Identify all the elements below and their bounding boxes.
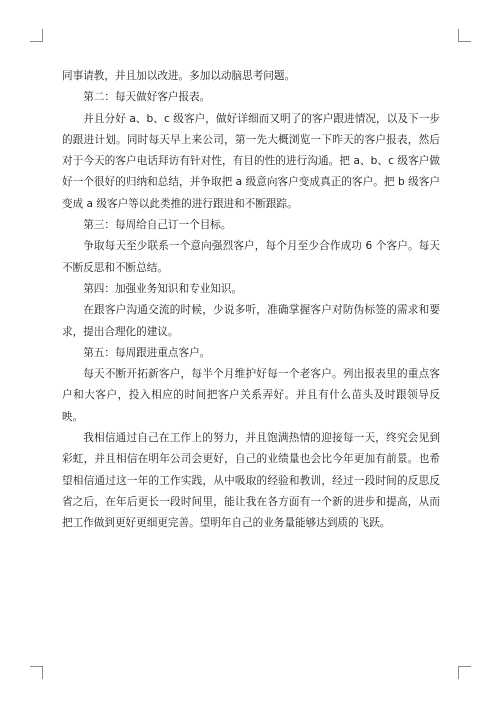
- crop-mark-bottom-right: [458, 666, 471, 679]
- heading-point-four: 第四：加强业务知识和专业知识。: [83, 282, 243, 295]
- crop-mark-top-right: [458, 29, 471, 42]
- heading-point-three: 第三：每周给自己订一个目标。: [83, 219, 232, 232]
- paragraph-key-clients: 每天不断开拓新客户，每半个月维护好每一个老客户。列出报表里的重点客户和大客户，投入相应的时间把客户关系弄好。并且有什么苗头及时跟领导反映。: [62, 368, 440, 423]
- paragraph-client-reports: 并且分好 a、b、c 级客户，做好详细而又明了的客户跟进情况，以及下一步的跟进计划。同时每天早上来公司，第一先大概浏览一下昨天的客户报表，然后对于今天的客户电话拜访有针对性，有目的性的进行沟通。把 a、b、c 级客户做好一个很好的归纳和总结，并争取把 a 级意向客户变成真正的客户。把 b 级客户变成 a 级客户等以此类推的进行跟进和不断跟踪。: [62, 112, 440, 210]
- heading-point-two: 第二：每天做好客户报表。: [83, 91, 211, 104]
- crop-mark-bottom-left: [30, 666, 43, 679]
- crop-mark-top-left: [30, 29, 43, 42]
- paragraph-weekly-goal: 争取每天至少联系一个意向强烈客户，每个月至少合作成功 6 个客户。每天不断反思和不断总结。: [62, 240, 440, 274]
- paragraph-conclusion: 我相信通过自己在工作上的努力，并且饱满热情的迎接每一天，终究会见到彩虹，并且相信在明年公司会更好，自己的业绩量也会比今年更加有前景。也希望相信通过这一年的工作实践，从中吸取的经验和教训，经过一段时间的反思反省之后，在年后更长一段时间里，能让我在各方面有一个新的进步和提高，从而把工作做到更好更细更完善。望明年自己的业务量能够达到质的飞跃。: [62, 432, 440, 530]
- paragraph-knowledge: 在跟客户沟通交流的时候，少说多听，准确掌握客户对防伪标签的需求和要求，提出合理化的建议。: [62, 304, 440, 338]
- paragraph-continuation: 同事请教，并且加以改进。多加以动脑思考问题。: [62, 70, 296, 82]
- heading-point-five: 第五：每周跟进重点客户。: [83, 346, 211, 359]
- document-body: [62, 66, 440, 535]
